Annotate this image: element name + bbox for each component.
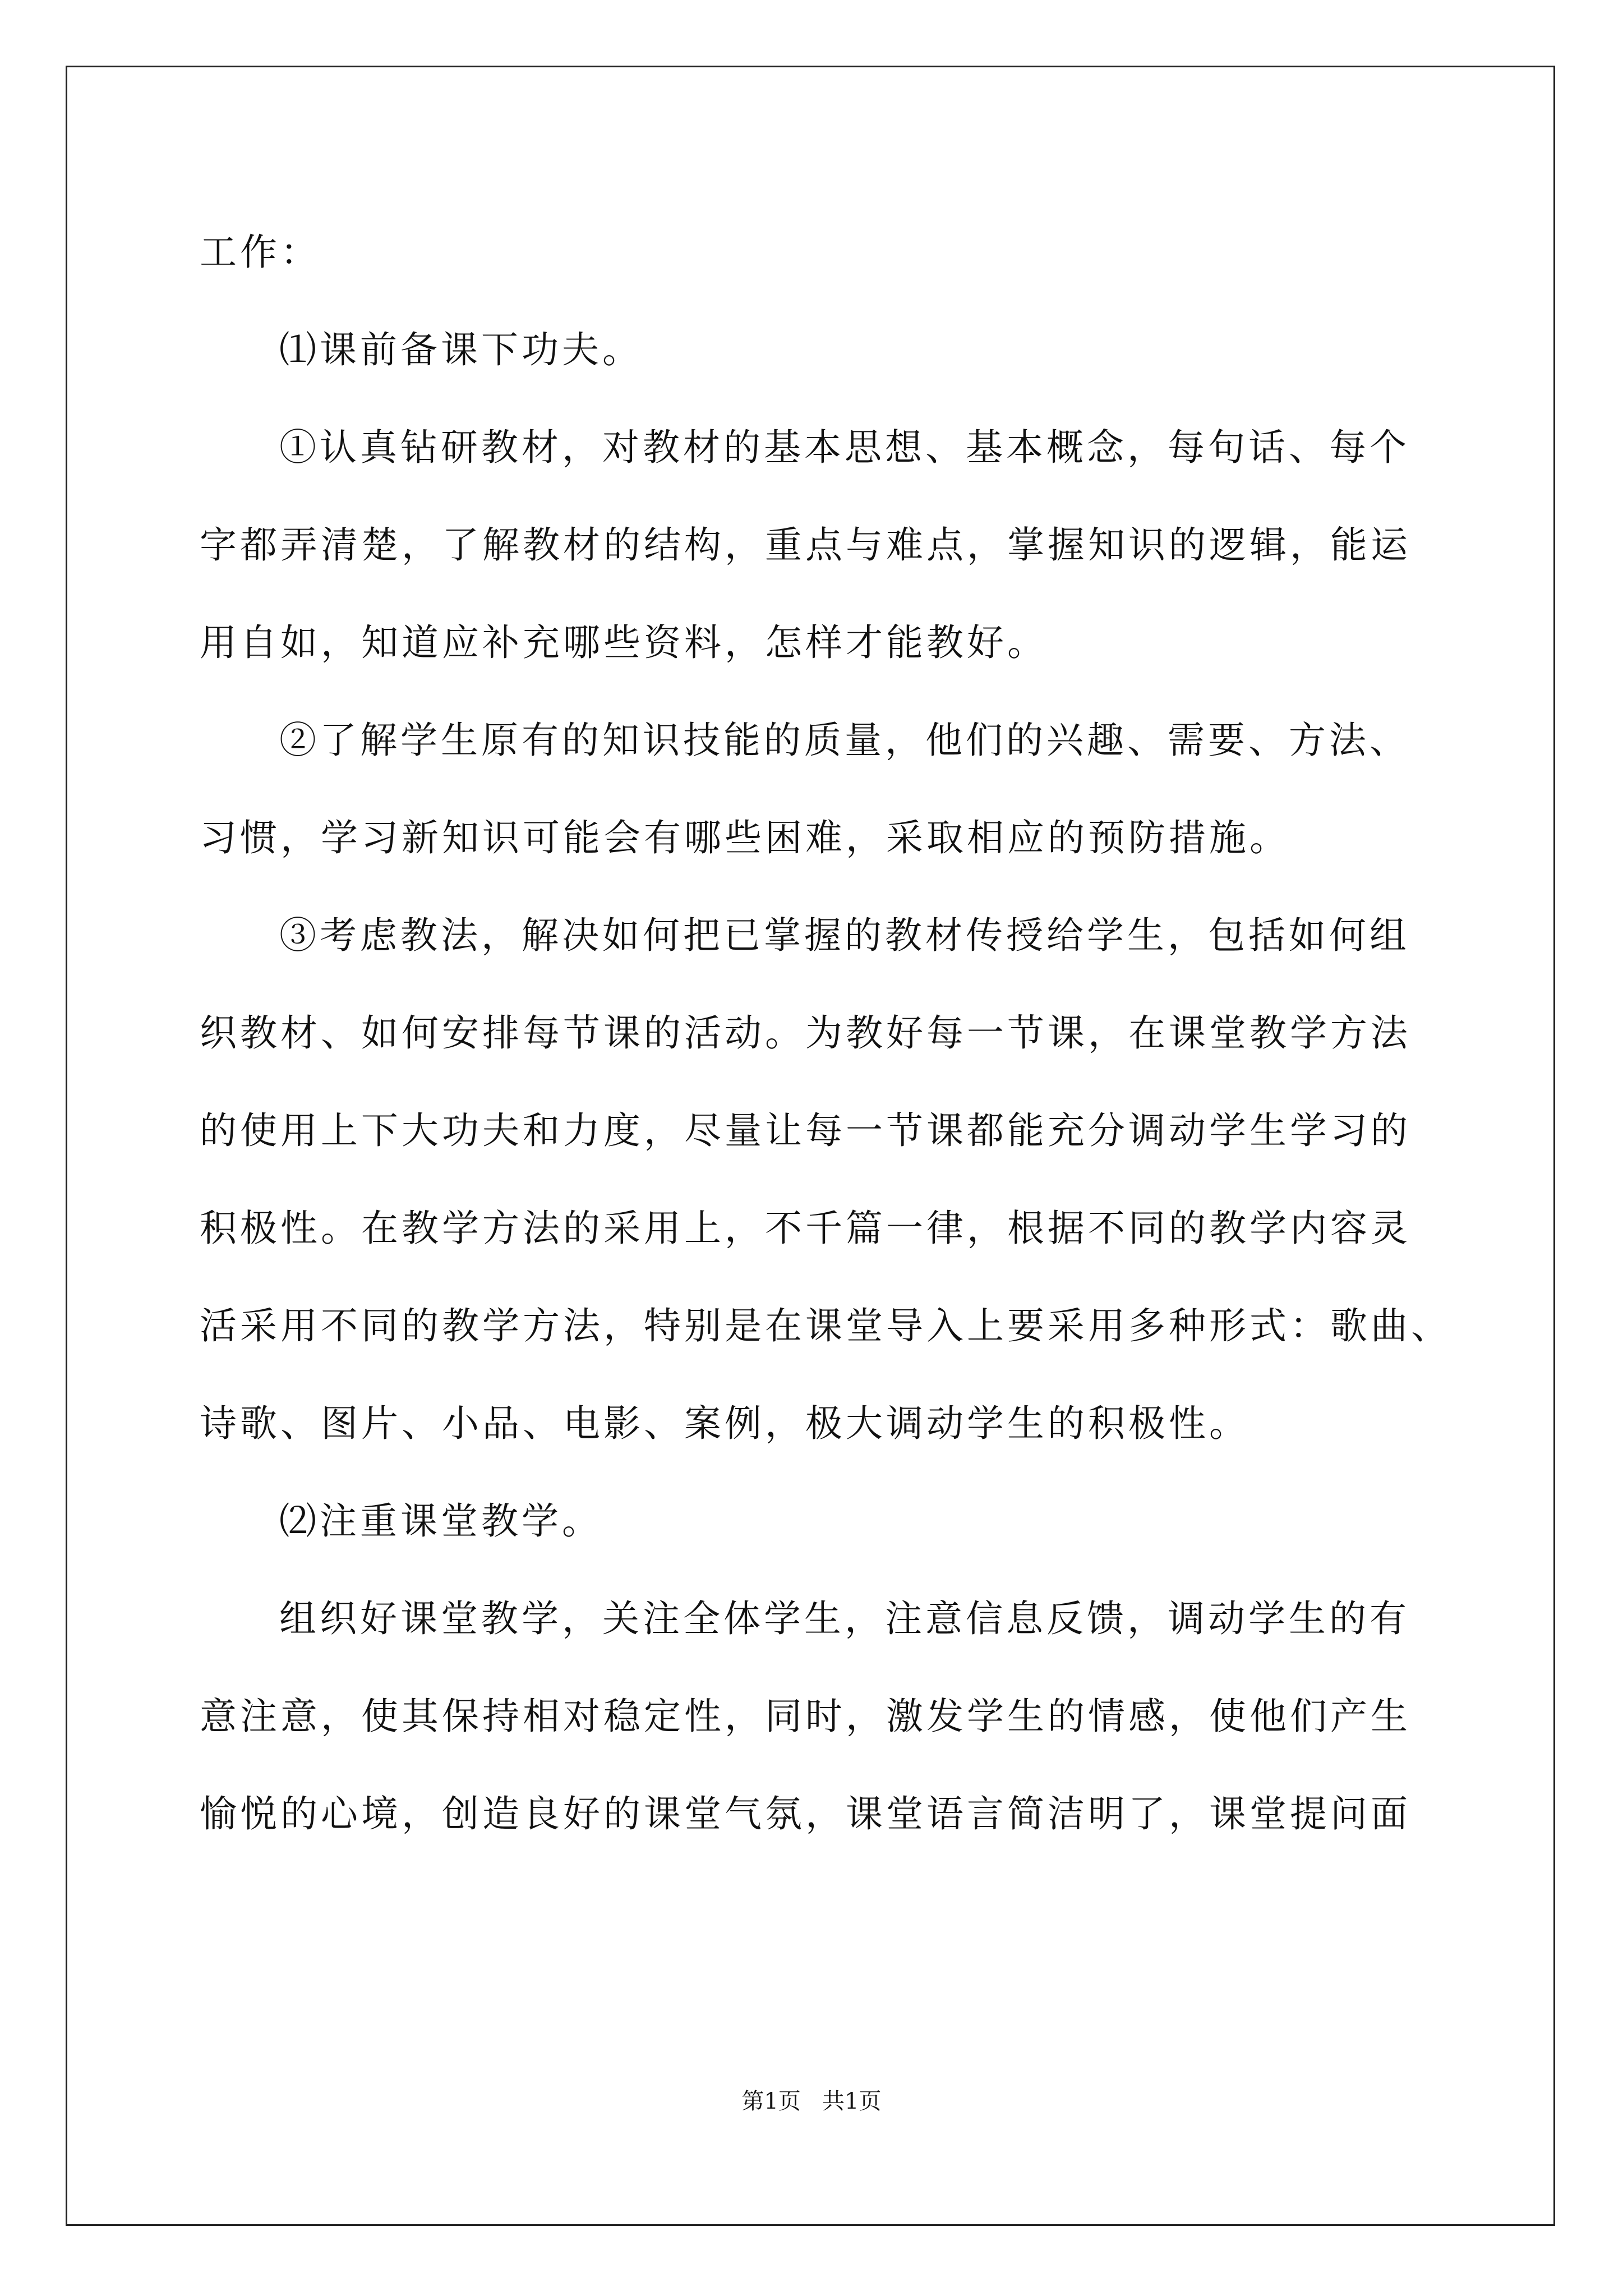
text-line: ③考虑教法，解决如何把已掌握的教材传授给学生，包括如何组 xyxy=(279,914,1410,957)
text-line: 组织好课堂教学，关注全体学生，注意信息反馈，调动学生的有 xyxy=(279,1597,1410,1640)
text-line: ①认真钻研教材，对教材的基本思想、基本概念，每句话、每个 xyxy=(279,426,1410,469)
text-line: 意注意，使其保持相对稳定性，同时，激发学生的情感，使他们产生 xyxy=(200,1695,1411,1738)
text-line: ②了解学生原有的知识技能的质量，他们的兴趣、需要、方法、 xyxy=(279,719,1410,762)
text-line: 织教材、如何安排每节课的活动。为教好每一节课，在课堂教学方法 xyxy=(200,1011,1411,1055)
page-footer: 第1页 共1页 xyxy=(741,2088,882,2114)
text-line: 用自如，知道应补充哪些资料，怎样才能教好。 xyxy=(200,621,1048,664)
text-line: 的使用上下大功夫和力度，尽量让每一节课都能充分调动学生学习的 xyxy=(200,1109,1411,1152)
section-heading: ⑴课前备课下功夫。 xyxy=(279,328,643,371)
text-line: 习惯，学习新知识可能会有哪些困难，采取相应的预防措施。 xyxy=(200,816,1290,859)
text-line: 工作： xyxy=(200,231,321,274)
text-line: 字都弄清楚，了解教材的结构，重点与难点，掌握知识的逻辑，能运 xyxy=(200,523,1411,567)
text-line: 活采用不同的教学方法，特别是在课堂导入上要采用多种形式：歌曲、 xyxy=(200,1304,1451,1347)
text-line: 积极性。在教学方法的采用上，不千篇一律，根据不同的教学内容灵 xyxy=(200,1207,1411,1250)
text-line: 愉悦的心境，创造良好的课堂气氛，课堂语言简洁明了，课堂提问面 xyxy=(200,1792,1411,1835)
section-heading: ⑵注重课堂教学。 xyxy=(279,1499,602,1543)
text-line: 诗歌、图片、小品、电影、案例，极大调动学生的积极性。 xyxy=(200,1402,1249,1445)
